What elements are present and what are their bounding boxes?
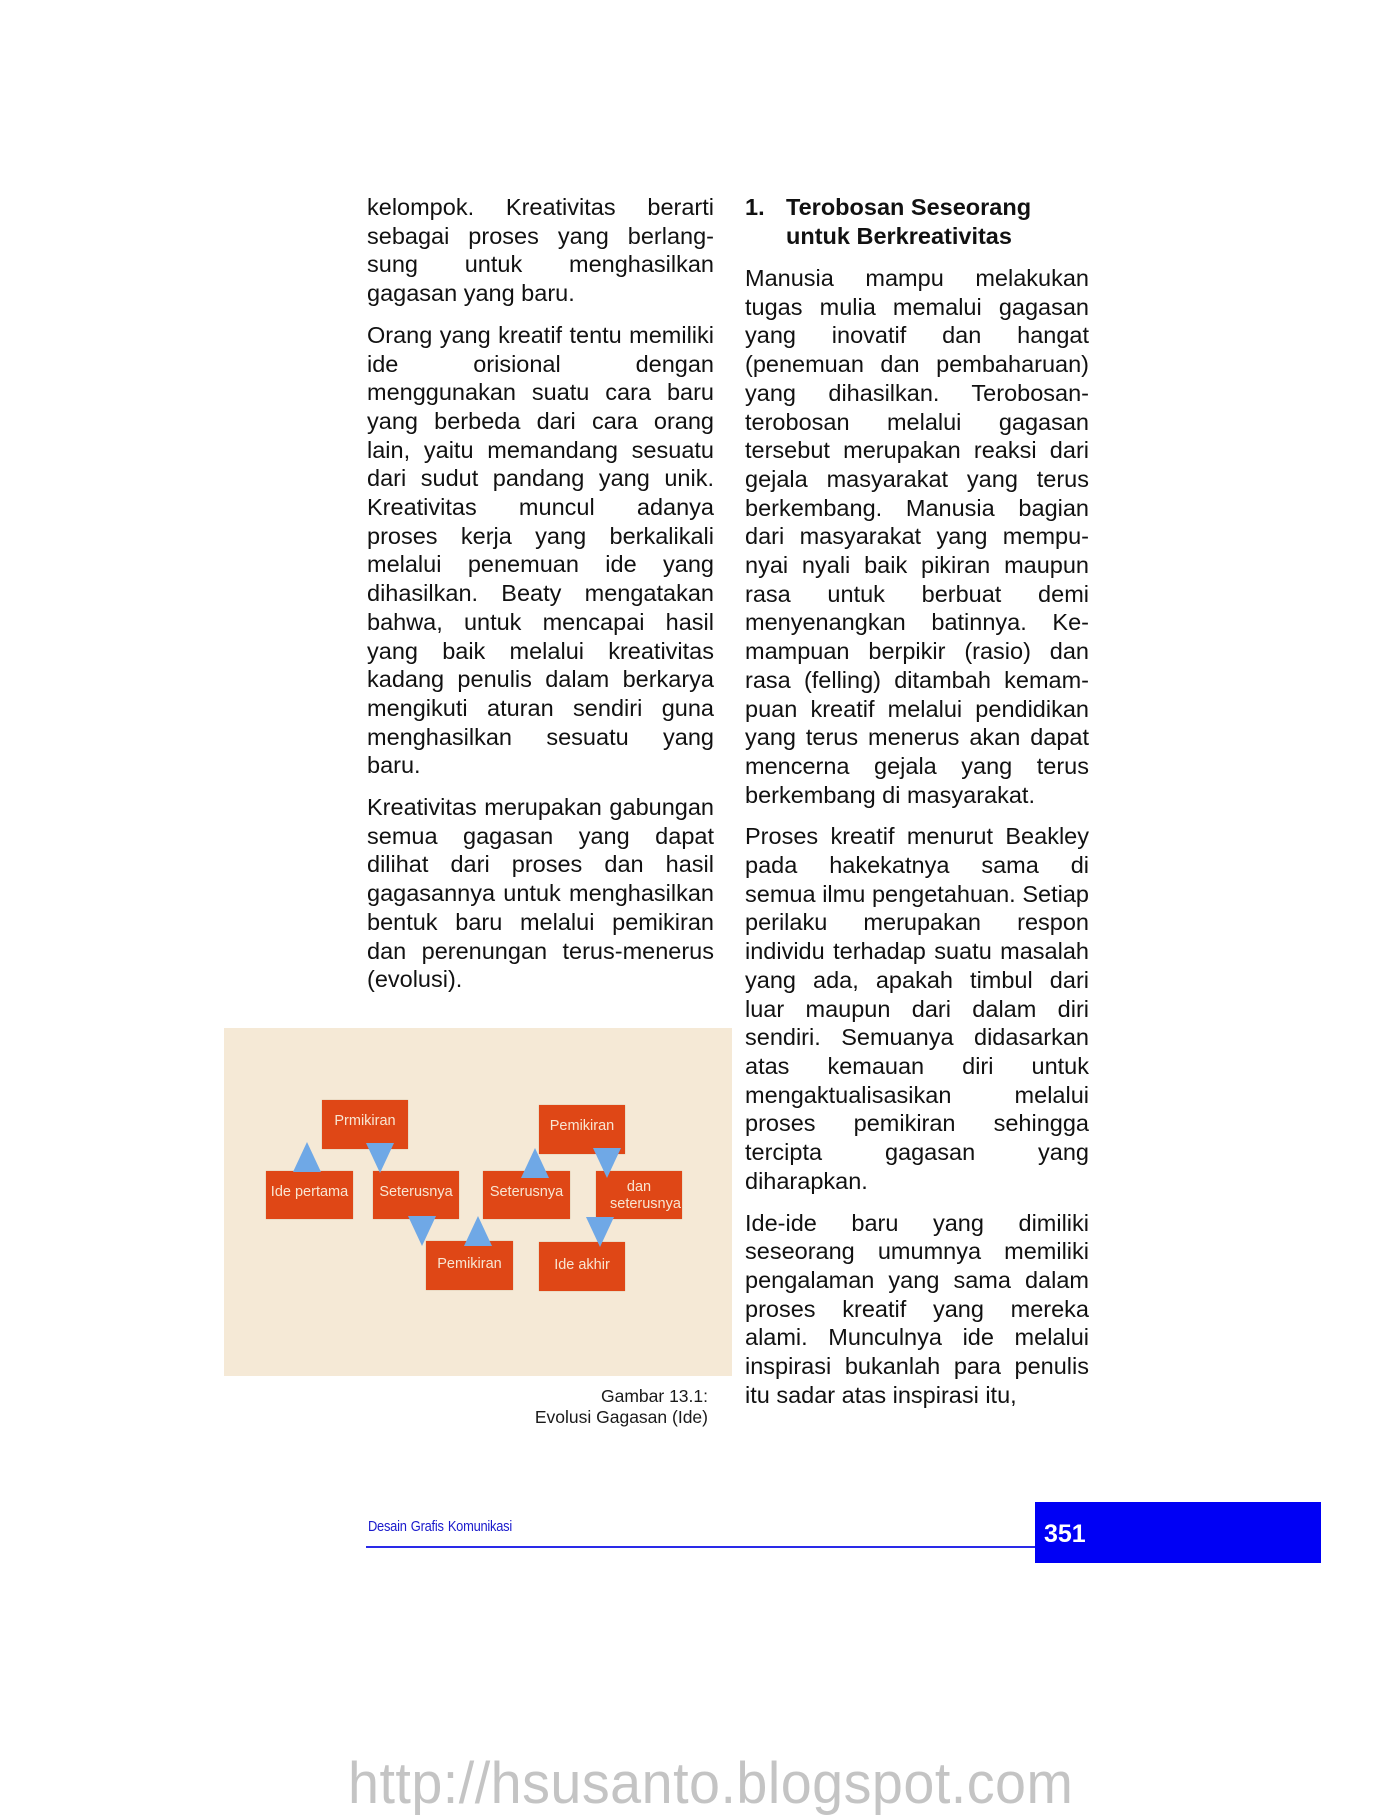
footer-rule xyxy=(366,1546,1038,1548)
arrow-down-icon xyxy=(408,1216,436,1246)
box-label: Prmikiran xyxy=(334,1113,396,1129)
section-heading xyxy=(745,193,1089,251)
diagram-box-dan-seterusnya xyxy=(596,1171,682,1219)
right-text-column xyxy=(745,193,1089,1422)
box-label: Ide pertama xyxy=(270,1184,349,1200)
arrow-up-icon xyxy=(293,1142,321,1172)
paragraph: Kreativitas merupakan gabungan semua gagasan yang dapat dilihat dari proses dan hasil gagasannya untuk menghasilkan bentuk baru melalui pemikiran dan perenungan terus-menerus (evolusi). xyxy=(367,794,714,993)
paragraph: Manusia mampu melakukan tugas mulia memalui gagasan yang inovatif dan hangat (penemuan dan pembaharuan) yang dihasilkan. Terobosan-terobosan melalui gagasan tersebut merupakan reaksi dari gejala masyarakat yang terus berkembang. Manusia bagian dari masyarakat yang mempunyai nyali baik pikiran maupun rasa untuk berbuat demi menyenangkan batinnya. Kemampuan berpikir (rasio) dan rasa (felling) ditambah kemampuan kreatif melalui pendidikan yang terus menerus akan dapat mencerna gejala yang terus berkembang di masyarakat. xyxy=(745,265,1089,808)
box-label: Seterusnya xyxy=(489,1184,564,1200)
paragraph: Orang yang kreatif tentu memiliki ide orisional dengan menggunakan suatu cara baru yang berbeda dari cara orang lain, yaitu memandang sesuatu dari sudut pandang yang unik. Kreativitas muncul adanya proses kerja yang berkalikali melalui penemuan ide yang dihasilkan. Beaty mengatakan bahwa, untuk mencapai hasil yang baik melalui kreativitas kadang penulis dalam berkarya mengikuti aturan sendiri guna menghasilkan sesuatu yang baru. xyxy=(367,321,714,779)
section-title: Terobosan Seseorang untuk Berkreativitas xyxy=(786,194,1032,249)
diagram-box-seterusnya-1 xyxy=(373,1171,459,1219)
box-label: Pemikiran xyxy=(549,1118,615,1134)
idea-evolution-diagram xyxy=(224,1028,732,1376)
arrow-up-icon xyxy=(521,1148,549,1178)
caption-number: Gambar 13.1: xyxy=(601,1386,708,1406)
paragraph: Proses kreatif menurut Beakley pada hakekatnya sama di semua ilmu pengetahuan. Setiap perilaku merupakan respon individu terhadap suatu masalah yang ada, apakah timbul dari luar maupun dari dalam diri sendiri. Semuanya didasarkan atas kemauan diri untuk mengaktualisasikan melalui proses pemikiran sehingga tercipta gagasan yang diharapkan. xyxy=(745,823,1089,1194)
arrow-down-icon xyxy=(366,1143,394,1173)
watermark-url: http://hsusanto.blogspot.com xyxy=(348,1751,1074,1816)
paragraph: Ide-ide baru yang dimiliki seseorang umumnya memiliki pengalaman yang sama dalam proses kreatif yang mereka alami. Munculnya ide melalui inspirasi bukanlah para penulis itu sadar atas inspirasi itu, xyxy=(745,1209,1089,1408)
arrow-down-icon xyxy=(586,1217,614,1247)
section-number: 1. xyxy=(745,194,765,220)
diagram-box-ide-akhir xyxy=(539,1242,625,1291)
diagram-box-seterusnya-2 xyxy=(483,1171,570,1219)
left-text-column xyxy=(367,193,714,1007)
box-label: dan seterusnya xyxy=(610,1179,681,1212)
page-number: 351 xyxy=(1044,1520,1086,1548)
diagram-box-pemikiran-bottom xyxy=(426,1241,513,1290)
box-label: Ide akhir xyxy=(554,1257,610,1273)
box-label: Pemikiran xyxy=(437,1256,502,1272)
arrow-down-icon xyxy=(593,1148,621,1178)
diagram-box-prmikiran xyxy=(322,1100,408,1149)
figure-caption xyxy=(430,1386,708,1428)
diagram-box-pemikiran-top xyxy=(539,1105,625,1154)
page-number-box xyxy=(1035,1502,1321,1563)
arrow-up-icon xyxy=(464,1216,492,1246)
caption-title: Evolusi Gagasan (Ide) xyxy=(534,1407,708,1427)
book-title: Desain Grafis Komunikasi xyxy=(368,1518,512,1535)
paragraph: kelompok. Kreativitas berarti sebagai proses yang berlangsung untuk menghasilkan gagasan yang baru. xyxy=(367,194,714,307)
box-label: Seterusnya xyxy=(379,1184,453,1200)
diagram-box-ide-pertama xyxy=(266,1171,353,1219)
